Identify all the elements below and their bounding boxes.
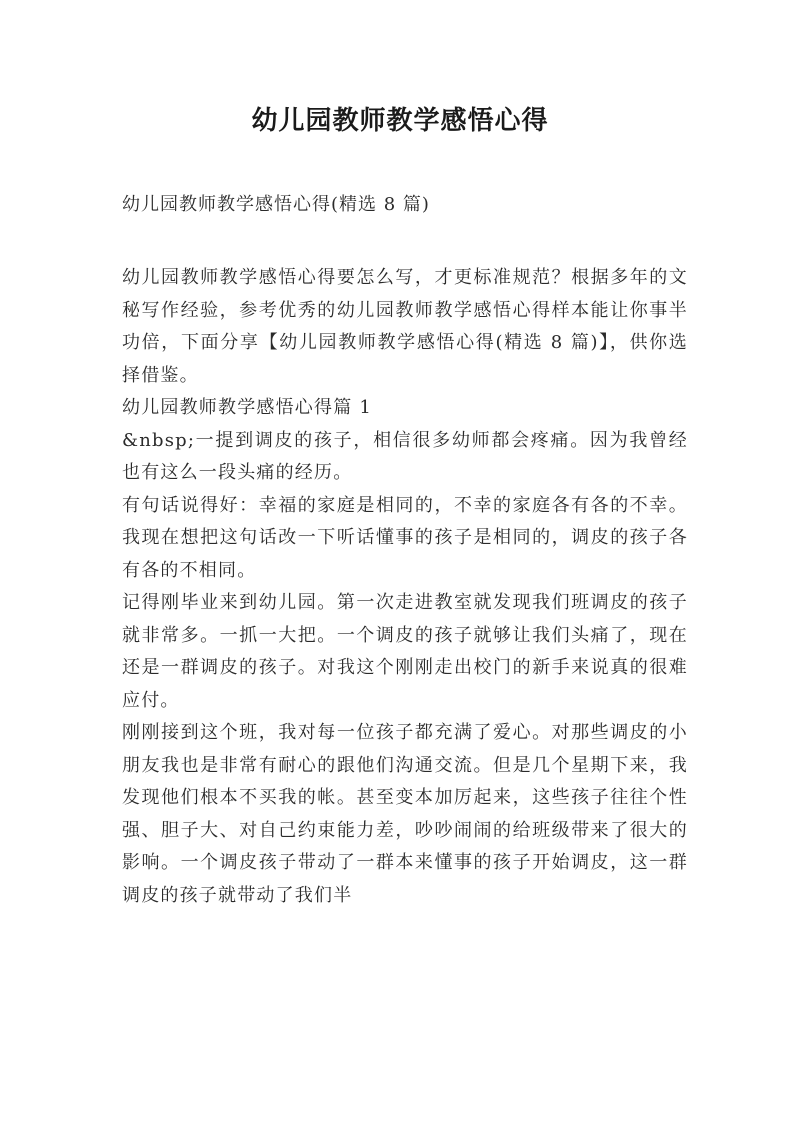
body-paragraph: 有句话说得好：幸福的家庭是相同的，不幸的家庭各有各的不幸。我现在想把这句话改一下听话懂事的孩子是相同的，调皮的孩子各有各的不相同。: [122, 494, 688, 581]
document-body: [122, 262, 688, 912]
body-paragraph: 刚刚接到这个班，我对每一位孩子都充满了爱心。对那些调皮的小朋友我也是非常有耐心的跟他们沟通交流。但是几个星期下来，我发现他们根本不买我的帐。甚至变本加厉起来，这些孩子往往个性强、胆子大、对自己约束能力差，吵吵闹闹的给班级带来了很大的影响。一个调皮孩子带动了一群本来懂事的孩子开始调皮，这一群调皮的孩子就带动了我们半: [122, 722, 688, 906]
body-paragraph: 记得刚毕业来到幼儿园。第一次走进教室就发现我们班调皮的孩子就非常多。一抓一大把。一个调皮的孩子就够让我们头痛了，现在还是一群调皮的孩子。对我这个刚刚走出校门的新手来说真的很难应付。: [122, 592, 688, 711]
section-heading: 幼儿园教师教学感悟心得篇 1: [122, 397, 372, 418]
intro-paragraph: 幼儿园教师教学感悟心得要怎么写，才更标准规范？根据多年的文秘写作经验，参考优秀的幼儿园教师教学感悟心得样本能让你事半功倍，下面分享【幼儿园教师教学感悟心得(精选 8 篇)】，供你选择借鉴。: [122, 267, 688, 386]
document-subtitle: 幼儿园教师教学感悟心得(精选 8 篇): [122, 194, 430, 215]
document-title: 幼儿园教师教学感悟心得: [251, 106, 549, 136]
body-paragraph: &nbsp;一提到调皮的孩子，相信很多幼师都会疼痛。因为我曾经也有这么一段头痛的经历。: [122, 429, 688, 483]
